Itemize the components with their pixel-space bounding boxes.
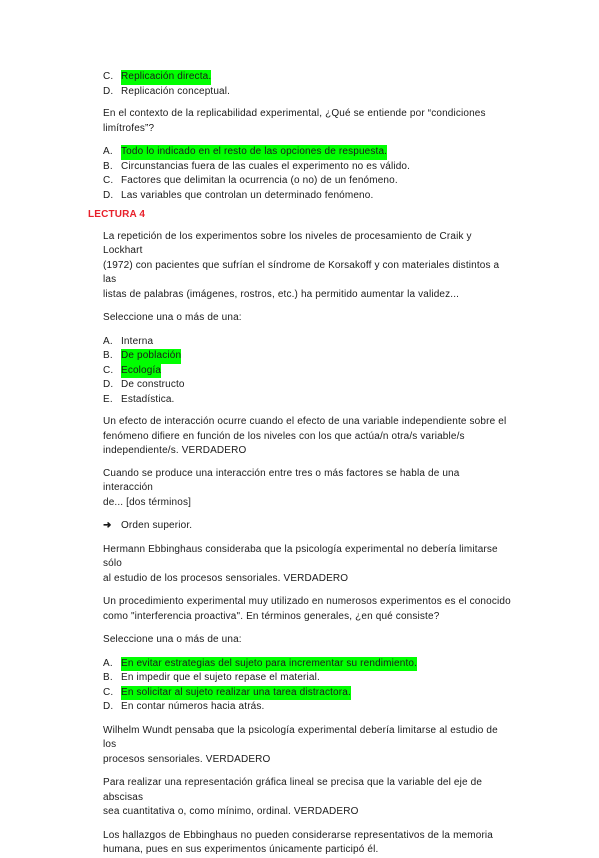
paragraph-ebbinghaus <box>103 543 511 587</box>
option-letter: B. <box>103 350 113 361</box>
paragraph-line: de... [dos términos] <box>103 496 192 508</box>
right-arrow-icon: ➜ <box>103 520 112 531</box>
option-letter: A. <box>103 146 113 157</box>
paragraph-line: fenómeno difiere en función de los niveles con los que actúa/n otra/s variable/s <box>103 430 465 442</box>
option-letter: C. <box>103 364 114 376</box>
paragraph-wundt <box>103 724 511 768</box>
option-text: De constructo <box>121 379 185 390</box>
question-line: (1972) con pacientes que sufrían el síndrome de Korsakoff y con materiales distintos a las <box>103 259 500 285</box>
option-b <box>103 349 511 364</box>
option-text: En impedir que el sujeto repase el material. <box>121 672 320 683</box>
option-c <box>103 174 511 189</box>
option-c <box>103 364 511 379</box>
question-line: En el contexto de la replicabilidad experimental, ¿Qué se entiende por “condiciones <box>103 108 486 119</box>
option-text-highlighted: En solicitar al sujeto realizar una tarea distractora. <box>121 686 351 701</box>
option-letter: B. <box>103 160 113 172</box>
question-line: Un procedimiento experimental muy utilizado en numerosos experimentos es el conocido <box>103 596 511 607</box>
paragraph-tres-factores <box>103 467 511 511</box>
option-d <box>103 700 511 715</box>
paragraph-line: Hermann Ebbinghaus consideraba que la psicología experimental no debería limitarse sólo <box>103 543 498 569</box>
option-b <box>103 671 511 686</box>
option-text: Circunstancias fuera de las cuales el experimento no es válido. <box>121 160 411 172</box>
question-line: listas de palabras (imágenes, rostros, etc.) ha permitido aumentar la validez... <box>103 288 460 300</box>
question-limitrofes <box>103 107 511 136</box>
question-line: La repetición de los experimentos sobre los niveles de procesamiento de Craik y Lockhart <box>103 230 472 256</box>
option-letter: B. <box>103 672 113 683</box>
option-d <box>103 85 511 100</box>
option-d <box>103 189 511 204</box>
option-text: Interna <box>121 335 154 347</box>
question-line: limítrofes”? <box>103 122 155 134</box>
option-text-highlighted: De población <box>121 349 181 364</box>
option-text-highlighted: Replicación directa. <box>121 70 211 85</box>
paragraph-line: independiente/s. VERDADERO <box>103 445 247 456</box>
option-d <box>103 378 511 393</box>
question-interferencia <box>103 595 511 624</box>
option-e <box>103 393 511 408</box>
paragraph-line: Los hallazgos de Ebbinghaus no pueden considerarse representativos de la memoria <box>103 829 494 841</box>
option-text-highlighted: Todo lo indicado en el resto de las opciones de respuesta. <box>121 145 387 160</box>
option-letter: D. <box>103 701 114 712</box>
option-letter: C. <box>103 175 114 186</box>
option-list <box>103 335 511 408</box>
paragraph-line: al estudio de los procesos sensoriales. VERDADERO <box>103 572 349 584</box>
paragraph-line: Para realizar una representación gráfica lineal se precisa que la variable del eje de abscisas <box>103 777 483 803</box>
option-letter: D. <box>103 189 114 201</box>
option-text: Factores que delimitan la ocurrencia (o no) de un fenómeno. <box>121 175 398 186</box>
paragraph-line: Wilhelm Wundt pensaba que la psicología experimental debería limitarse al estudio de los <box>103 724 498 750</box>
paragraph-interaccion <box>103 415 511 459</box>
answer-text: Orden superior. <box>121 520 193 531</box>
question-line: como "interferencia proactiva". En términos generales, ¿en qué consiste? <box>103 610 440 622</box>
option-text: Las variables que controlan un determinado fenómeno. <box>121 189 374 201</box>
option-c <box>103 686 511 701</box>
paragraph-line: Un efecto de interacción ocurre cuando el efecto de una variable independiente sobre el <box>103 416 507 427</box>
option-letter: D. <box>103 85 114 97</box>
option-letter: C. <box>103 686 114 698</box>
paragraph-line: humana, pues en sus experimentos únicamente participó él. <box>103 844 379 855</box>
option-a <box>103 657 511 672</box>
paragraph-hallazgos <box>103 829 511 858</box>
option-list <box>103 657 511 715</box>
option-text: Replicación conceptual. <box>121 85 231 97</box>
option-b <box>103 160 511 175</box>
question-craik <box>103 230 511 303</box>
arrow-answer <box>103 519 511 534</box>
instruction-text: Seleccione una o más de una: <box>103 634 242 645</box>
option-letter: A. <box>103 657 113 669</box>
paragraph-line: procesos sensoriales. VERDADERO <box>103 753 271 765</box>
option-list <box>103 145 511 203</box>
paragraph-grafica <box>103 776 511 820</box>
option-list <box>103 70 511 99</box>
option-letter: E. <box>103 393 113 405</box>
option-c <box>103 70 511 85</box>
paragraph-line: sea cuantitativa o, como mínimo, ordinal. VERDADERO <box>103 806 359 817</box>
option-text: En contar números hacia atrás. <box>121 701 265 712</box>
option-letter: C. <box>103 71 114 82</box>
option-text: Estadística. <box>121 393 175 405</box>
option-letter: A. <box>103 335 113 347</box>
option-text-highlighted: Ecología <box>121 364 161 379</box>
section-heading: LECTURA 4 <box>88 209 146 220</box>
paragraph-line: Cuando se produce una interacción entre tres o más factores se habla de una interacción <box>103 467 460 493</box>
option-a <box>103 145 511 160</box>
option-letter: D. <box>103 379 114 390</box>
option-a <box>103 335 511 350</box>
option-text-highlighted: En evitar estrategias del sujeto para incrementar su rendimiento. <box>121 657 417 672</box>
instruction-text: Seleccione una o más de una: <box>103 312 242 323</box>
